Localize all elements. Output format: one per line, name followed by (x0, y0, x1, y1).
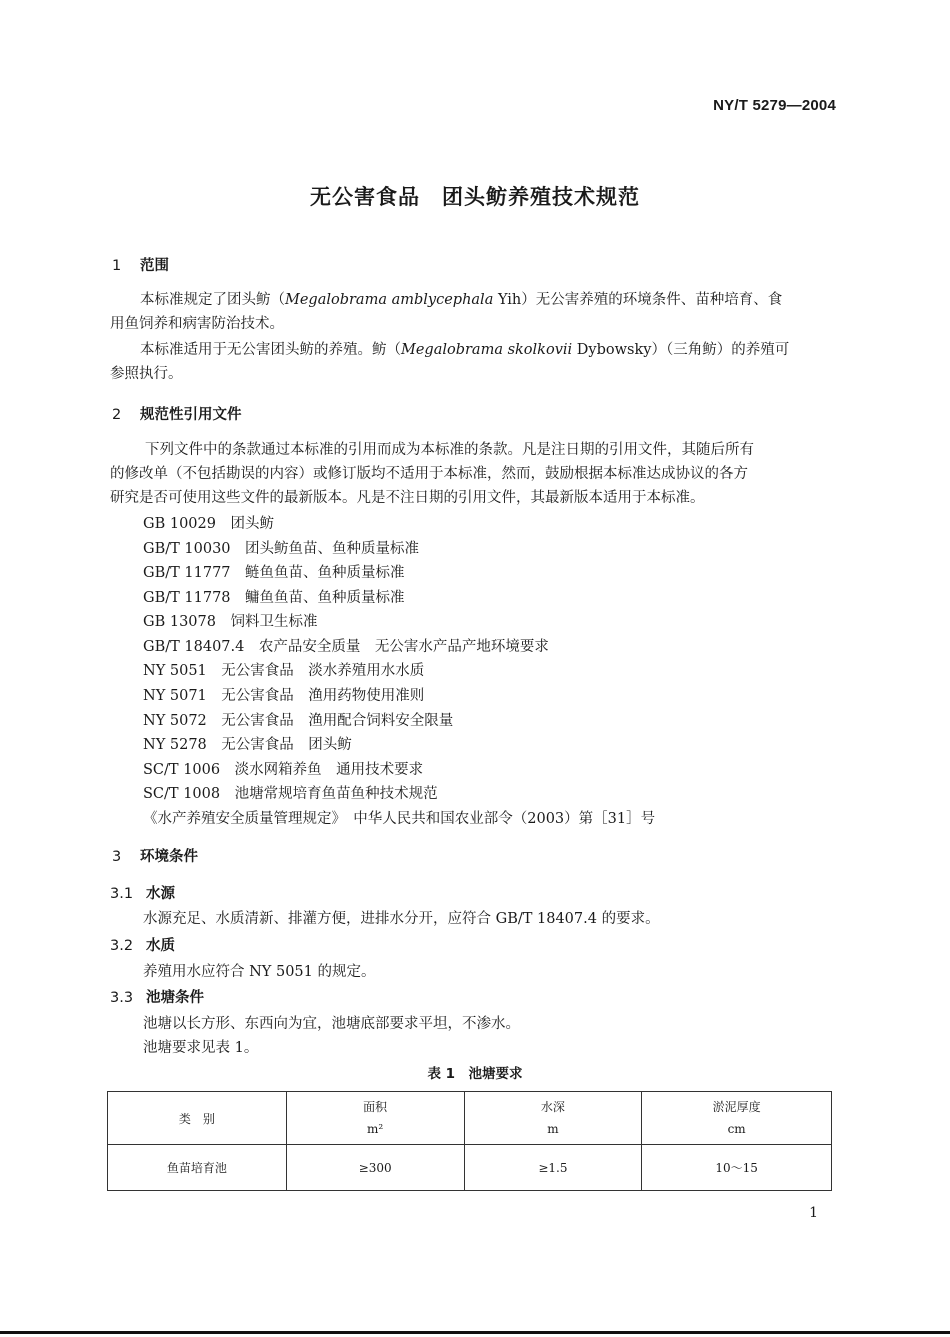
reference-item: NY 5051 无公害食品 淡水养殖用水水质 (143, 663, 425, 679)
subsection-3-3-text-1: 池塘以长方形、东西向为宜，池塘底部要求平坦，不渗水。 (143, 1016, 520, 1032)
header-depth (464, 1092, 642, 1145)
reference-item: NY 5278 无公害食品 团头鲂 (143, 737, 352, 753)
table-cell: ≥300 (286, 1145, 464, 1191)
page-number: 1 (809, 1205, 818, 1221)
reference-item: SC/T 1006 淡水网箱养鱼 通用技术要求 (143, 762, 424, 778)
text-run: 本标准适用于无公害团头鲂的养殖。鲂（ (140, 342, 401, 358)
reference-item: SC/T 1008 池塘常规培育鱼苗鱼种技术规范 (143, 786, 438, 802)
section-2-title: 规范性引用文件 (140, 407, 242, 423)
latin-name: Megalobrama amblycephala (285, 292, 494, 308)
section-2-intro-line-1: 下列文件中的条款通过本标准的引用而成为本标准的条款。凡是注日期的引用文件，其随后所有 (145, 442, 754, 458)
latin-name: Megalobrama skolkovii (401, 342, 573, 358)
header-area (286, 1092, 464, 1145)
section-1-para-2-line-2: 参照执行。 (110, 366, 183, 382)
header-label: 水深 (540, 1100, 565, 1114)
subsection-number: 3.1 (110, 886, 134, 902)
subsection-3-2-heading (110, 934, 175, 955)
section-1-para-2-line-1 (140, 338, 789, 362)
reference-item: 《水产养殖安全质量管理规定》 中华人民共和国农业部令（2003）第［31］号 (143, 811, 656, 827)
subsection-number: 3.2 (110, 938, 134, 954)
reference-item: GB/T 11778 鳙鱼鱼苗、鱼种质量标准 (143, 590, 405, 606)
subsection-3-3-heading (110, 986, 204, 1007)
header-label: 淤泥厚度 (712, 1100, 761, 1114)
reference-item: GB 10029 团头鲂 (143, 516, 274, 532)
section-1-title: 范围 (140, 258, 169, 274)
reference-item: GB/T 11777 鲢鱼鱼苗、鱼种质量标准 (143, 565, 405, 581)
subsection-title: 池塘条件 (146, 990, 204, 1006)
header-unit: m (547, 1122, 559, 1136)
header-silt (642, 1092, 832, 1145)
table-header-row (108, 1092, 832, 1145)
page-title: 无公害食品 团头鲂养殖技术规范 (310, 185, 640, 209)
text-run: 本标准规定了团头鲂（ (140, 292, 285, 308)
reference-item: NY 5071 无公害食品 渔用药物使用准则 (143, 688, 425, 704)
reference-item: NY 5072 无公害食品 渔用配合饲料安全限量 (143, 713, 454, 729)
reference-item: GB 13078 饲料卫生标准 (143, 614, 318, 630)
subsection-3-1-text: 水源充足、水质清新、排灌方便，进排水分开，应符合 GB/T 18407.4 的要求。 (143, 911, 660, 927)
subsection-3-2-text: 养殖用水应符合 NY 5051 的规定。 (143, 964, 376, 980)
header-unit: cm (727, 1122, 746, 1136)
subsection-3-3-text-2: 池塘要求见表 1。 (143, 1040, 259, 1056)
header-category (108, 1092, 287, 1145)
subsection-title: 水质 (146, 938, 175, 954)
section-2-number: 2 (112, 407, 122, 423)
table-cell: ≥1.5 (464, 1145, 642, 1191)
section-1-para-1-line-1 (140, 288, 782, 312)
section-2-intro-line-3: 研究是否可使用这些文件的最新版本。凡是不注日期的引用文件，其最新版本适用于本标准。 (110, 490, 705, 506)
section-3-number: 3 (112, 849, 122, 865)
table-cell: 鱼苗培育池 (108, 1145, 287, 1191)
subsection-number: 3.3 (110, 990, 134, 1006)
section-2-heading (112, 403, 242, 424)
section-3-title: 环境条件 (140, 849, 198, 865)
reference-item: GB/T 10030 团头鲂鱼苗、鱼种质量标准 (143, 541, 420, 557)
pond-requirements-table (107, 1091, 832, 1191)
subsection-title: 水源 (146, 886, 175, 902)
table-caption: 表 1 池塘要求 (427, 1066, 523, 1082)
text-run: Yih）无公害养殖的环境条件、苗种培育、食 (493, 292, 783, 308)
table-cell: 10～15 (642, 1145, 832, 1191)
header-label: 类 别 (178, 1111, 215, 1126)
standard-code: NY/T 5279—2004 (713, 97, 836, 114)
text-run: Dybowsky）（三角鲂）的养殖可 (572, 342, 790, 358)
header-unit: m² (367, 1122, 384, 1136)
bottom-rule (0, 1331, 950, 1334)
reference-item: GB/T 18407.4 农产品安全质量 无公害水产品产地环境要求 (143, 639, 549, 655)
header-label: 面积 (363, 1100, 388, 1114)
section-2-intro-line-2: 的修改单（不包括勘误的内容）或修订版均不适用于本标准，然而，鼓励根据本标准达成协议的各方 (110, 466, 748, 482)
subsection-3-1-heading (110, 882, 175, 903)
section-1-number: 1 (112, 258, 122, 274)
section-1-para-1-line-2: 用鱼饲养和病害防治技术。 (110, 316, 284, 332)
table-row (108, 1145, 832, 1191)
section-1-heading (112, 254, 169, 275)
section-3-heading (112, 845, 198, 866)
